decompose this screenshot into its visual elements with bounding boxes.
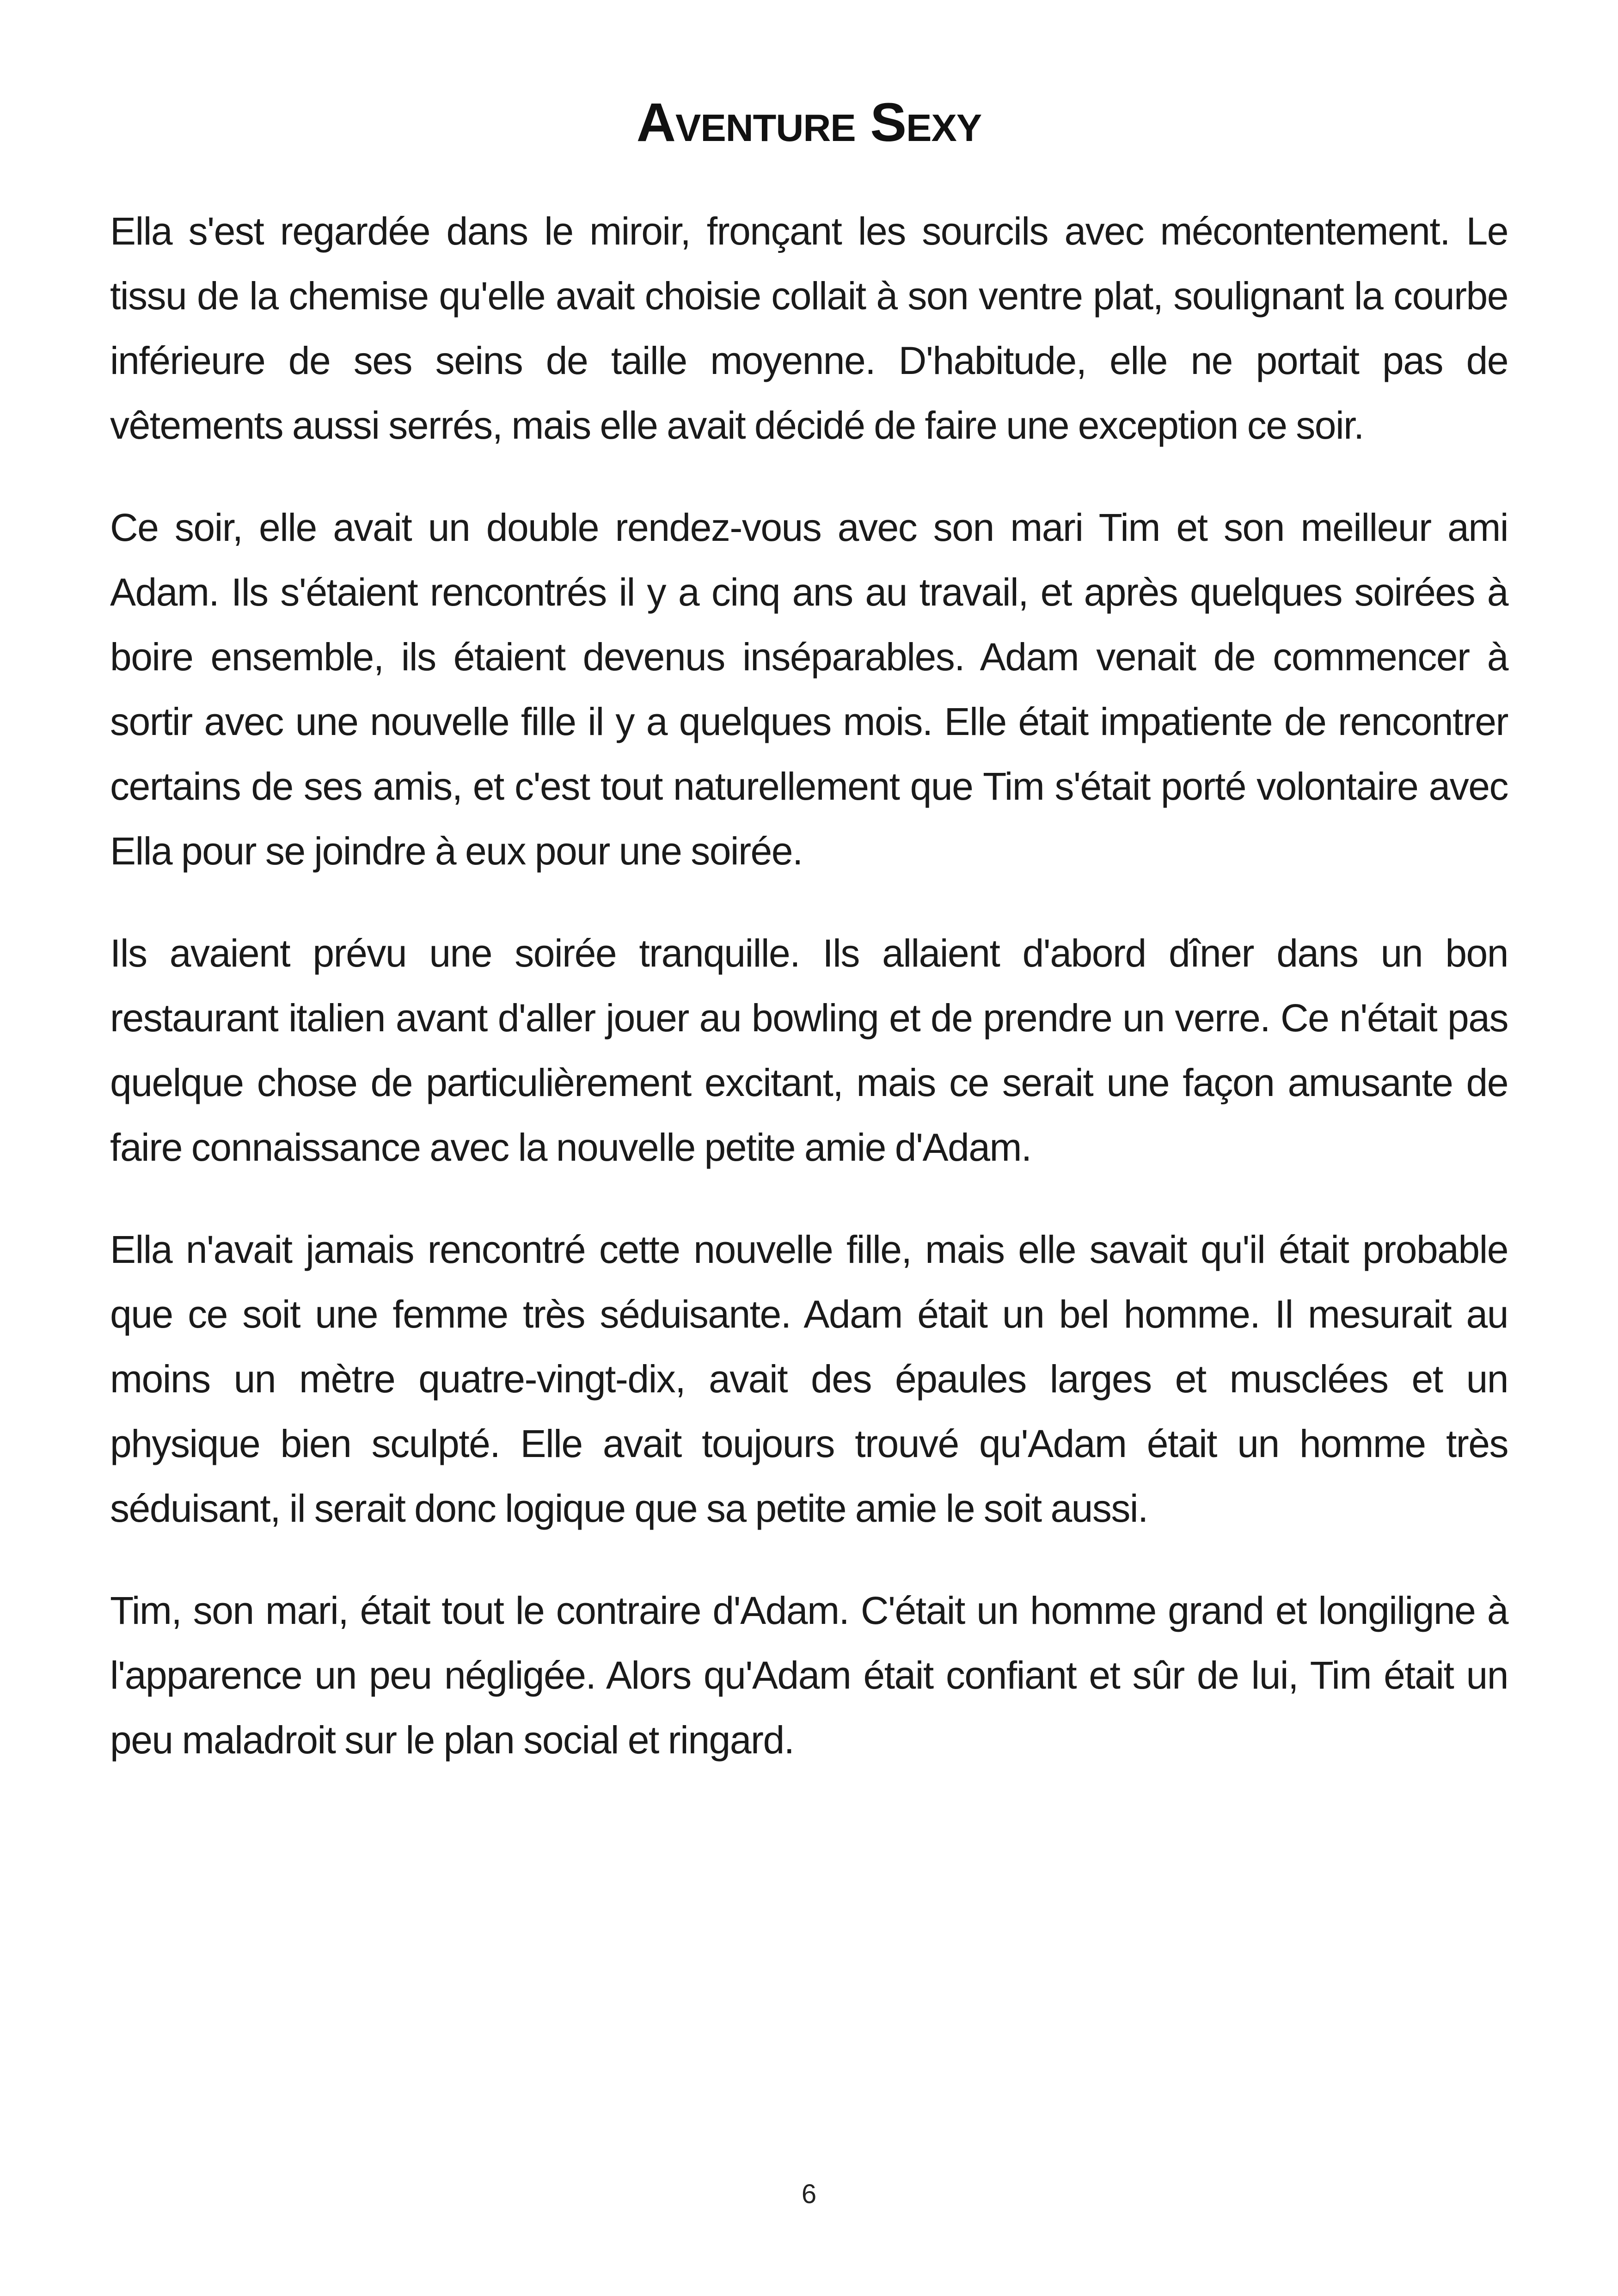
paragraph-5: Tim, son mari, était tout le contraire d'Adam. C'était un homme grand et longiligne à l'apparence un peu négligée. Alors qu'Adam était confiant et sûr de lui, Tim était un peu maladroit sur le plan social et ringard. xyxy=(110,1589,1508,1762)
paragraph-2: Ce soir, elle avait un double rendez-vous avec son mari Tim et son meilleur ami Adam. Ils s'étaient rencontrés il y a cinq ans au travail, et après quelques soirées à boire ensemble, ils étaient devenus inséparables. Adam venait de commencer à sortir avec une nouvelle fille il y a quelques mois. Elle était impatiente de rencontrer certains de ses amis, et c'est tout naturellement que Tim s'était porté volontaire avec Ella pour se joindre à eux pour une soirée. xyxy=(110,506,1508,873)
paragraph-3: Ils avaient prévu une soirée tranquille. Ils allaient d'abord dîner dans un bon restaurant italien avant d'aller jouer au bowling et de prendre un verre. Ce n'était pas quelque chose de particulièrement excitant, mais ce serait une façon amusante de faire connaissance avec la nouvelle petite amie d'Adam. xyxy=(110,931,1508,1169)
paragraph-4: Ella n'avait jamais rencontré cette nouvelle fille, mais elle savait qu'il était probable que ce soit une femme très séduisante. Adam était un bel homme. Il mesurait au moins un mètre quatre-vingt-dix, avait des épaules larges et musclées et un physique bien sculpté. Elle avait toujours trouvé qu'Adam était un homme très séduisant, il serait donc logique que sa petite amie le soit aussi. xyxy=(110,1228,1508,1530)
chapter-title: Aventure Sexy xyxy=(636,92,982,153)
body-text xyxy=(110,199,1508,1810)
page-number: 6 xyxy=(801,2179,817,2209)
paragraph-1: Ella s'est regardée dans le miroir, fronçant les sourcils avec mécontentement. Le tissu de la chemise qu'elle avait choisie collait à son ventre plat, soulignant la courbe inférieure de ses seins de taille moyenne. D'habitude, elle ne portait pas de vêtements aussi serrés, mais elle avait décidé de faire une exception ce soir. xyxy=(110,209,1508,447)
